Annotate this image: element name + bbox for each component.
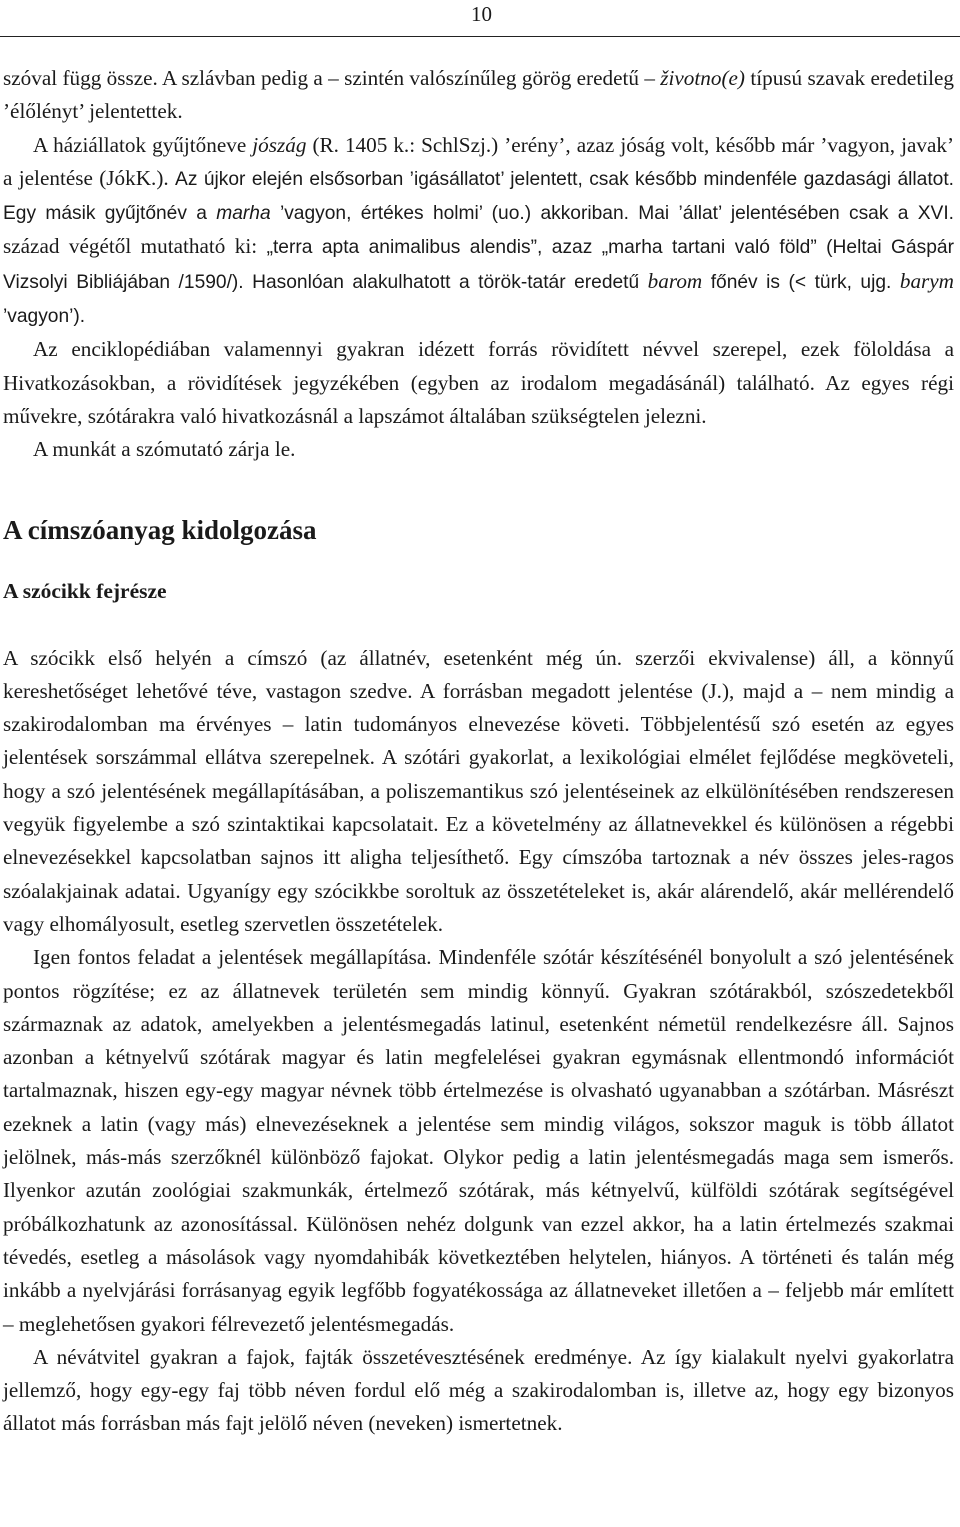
paragraph-name-transfer: A névátvitel gyakran a fajok, fajták összetévesztésének eredménye. Az így kialakult nyelvi gyakorlatra jellemző, hogy egy-egy faj több néven fordul elő még a szakirodalomban is, illetve az, hogy egy bizonyos állatot más forrásban más fajt jelölő néven (neveken) ismertetnek. (3, 1344, 954, 1436)
paragraph-meanings: Igen fontos feladat a jelentések megállapítása. Mindenféle szótár készítésénél bonyolult a szó jelentésének pontos rögzítése; ez az állatnevek területén sem mindig könnyű. Gyakran szótárakból, szószedetekből származnak az adatok, amelyekben a jelentésmegadás latinul, esetenként németül rendelkezésre áll. Sajnos azonban a kétnyelvű szótárak magyar és latin megfelelései gyakran egymásnak ellentmondó információt tartalmaznak, hiszen egy-egy magyar névnek több értelmezése is olvasható ugyanabban a szótárban. Másrészt ezeknek a latin (vagy más) elnevezéseknek a jelentése sem mindig világos, sokszor maguk is több állatot jelölnek, más-más szerzőknél különböző fajokat. Olykor pedig a latin jelentésmegadás maga sem ismerős. Ilyenkor azután zoológiai szakmunkák, értelmező szótárak, más kétnyelvű, külföldi szótárak segítségével próbálkozhatunk az azonosítással. Különösen nehéz dolgunk van ezzel akkor, ha a latin értelmezés szakmai tévedés, esetleg a másolások vagy nyomdahibák következtében helytelen, hiányos. A történeti és talán még inkább a nyelvjárási forrásanyag egyik legfőbb fogyatékossága az állatneveket illetően a – feljebb már említett – meglehetősen gyakori félrevezető jelentésmegadás. (3, 945, 954, 1336)
header-rule (0, 36, 960, 37)
italic-term: jószág (252, 132, 307, 157)
italic-term: barom (647, 268, 703, 293)
page-number: 10 (471, 2, 492, 26)
italic-term: barym (899, 268, 954, 293)
paragraph-continuation: szóval függ össze. A szlávban pedig a – szintén valószínűleg görög eredetű – životno(e) típusú szavak eredetileg ’élőlényt’ jelentettek. (3, 66, 954, 124)
subsection-title: A szócikk fejrésze (3, 578, 167, 603)
paragraph-abbreviations: Az enciklopédiában valamennyi gyakran idézett forrás rövidített névvel szerepel, ezek föloldása a Hivatkozásokban, a rövidítések jegyzékében (egyben az irodalom megadásánál) található. Az egyes régi művekre, szótárakra való hivatkozásnál a lapszámot általában szükségtelen jelezni. (3, 337, 954, 428)
italic-term: životno(e) (660, 66, 745, 90)
paragraph-index-note: A munkát a szómutató zárja le. (33, 437, 296, 462)
section-title: A címszóanyag kidolgozása (3, 514, 317, 545)
paragraph-headword: A szócikk első helyén a címszó (az állatnév, esetenként még ún. szerzői ekvivalense) áll, a könnyű kereshetőséget lehetővé téve, vastagon szedve. A forrásban megadott jelentése (J.), majd a – nem mindig a szakirodalomban ma érvényes – latin tudományos elnevezése követi. Többjelentésű szó esetén az egyes jelentések sorszámmal ellátva szerepelnek. A szótári gyakorlat, a lexikológiai elmélet fejlődése megköveteli, hogy a szó jelentésének megállapításában, a poliszemantikus szó jelentéseinek az elkülönítésében rendszeresen vegyük figyelembe a szó szintaktikai kapcsolatait. Ez a követelmény az állatnevekkel és különösen a régebbi elnevezésekkel kapcsolatban sajnos itt aligha teljesíthető. Egy címszóba tartoznak a név összes jeles-ragos szóalakjainak adatai. Ugyanígy egy szócikkbe soroltuk az összetételeket is, akár alárendelő, akár mellérendelő vagy elhomályosult, esetleg szervetlen összetételek. (3, 645, 954, 936)
italic-term: marha (216, 203, 271, 225)
page-content (3, 62, 954, 1441)
paragraph-jószág: A háziállatok gyűjtőneve jószág (R. 1405 k.: SchlSzj.) ’erény’, azaz jóság volt, később már ’vagyon, javak’ a jelentése (JókK.). Az újkor elején elsősorban ’igásállatot’ jelentett, csak később mindenféle gazdasági állatot. Egy másik gyűjtőnév a marha ’vagyon, értékes holmi’ (uo.) akkoriban. Mai ’állat’ jelentésében csak a XVI. század végétől mutatható ki: „terra apta animalibus alendis”, azaz „marha tartani való föld” (Heltai Gáspár Vizsolyi Bibliájában /1590/). Hasonlóan alakulhatott a török-tatár eredetű barom főnév is (< türk, ujg. barym ’vagyon’). (3, 132, 955, 328)
spacer (3, 606, 954, 642)
